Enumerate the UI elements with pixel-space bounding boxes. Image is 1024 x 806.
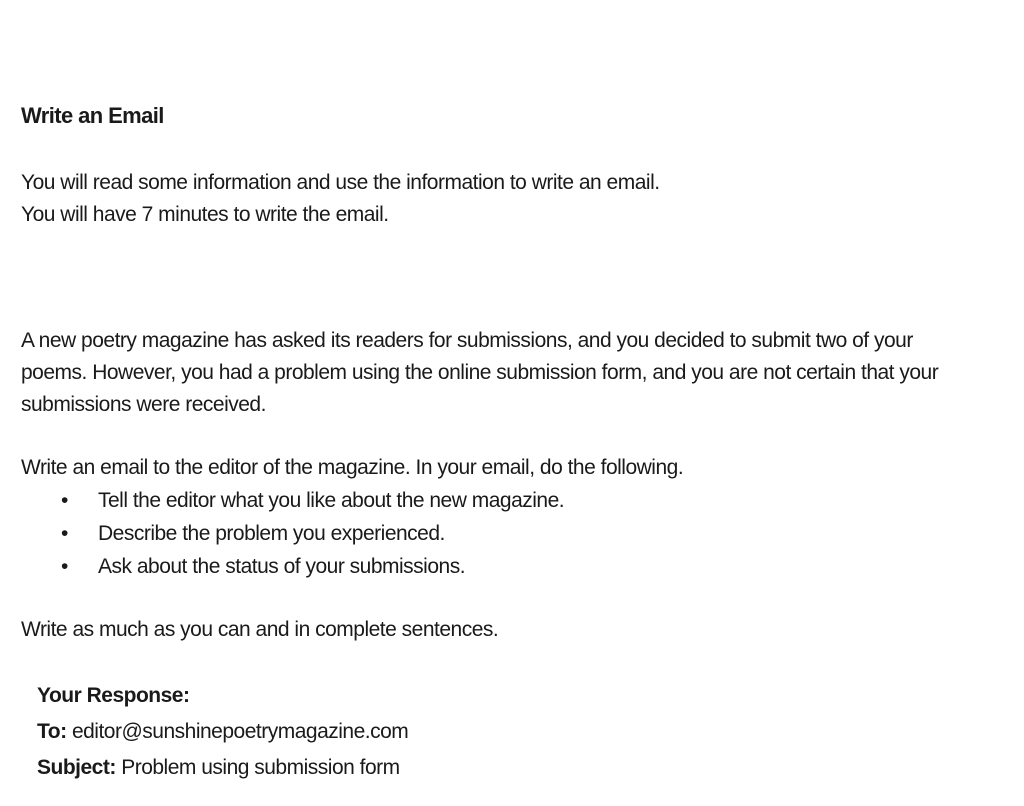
scenario-line: poems. However, you had a problem using the online submission form, and you are not certain that your — [21, 361, 939, 384]
to-value: editor@sunshinepoetrymagazine.com — [71, 720, 409, 743]
bullet-icon: • — [61, 522, 68, 545]
closing-text: Write as much as you can and in complete sentences. — [21, 618, 499, 641]
response-section — [37, 678, 997, 786]
page-title: Write an Email — [21, 103, 164, 128]
task-text: Tell the editor what you like about the new magazine. — [98, 489, 565, 512]
scenario-line: A new poetry magazine has asked its readers for submissions, and you decided to submit two of your — [21, 329, 913, 352]
response-heading-row — [37, 678, 997, 714]
task-list — [21, 484, 564, 583]
task-text: Describe the problem you experienced. — [98, 522, 445, 545]
list-item — [21, 550, 564, 583]
list-item — [21, 517, 564, 550]
instruction-text: Write an email to the editor of the magazine. In your email, do the following. — [21, 456, 684, 479]
subject-label: Subject: — [37, 756, 116, 779]
intro-section — [21, 167, 1001, 231]
response-heading: Your Response: — [37, 684, 190, 707]
to-label: To: — [37, 720, 67, 743]
to-row — [37, 714, 997, 750]
scenario-line: submissions were received. — [21, 393, 266, 416]
scenario-section — [21, 325, 1001, 421]
subject-value: Problem using submission form — [121, 756, 400, 779]
task-text: Ask about the status of your submissions. — [98, 555, 466, 578]
subject-row — [37, 750, 997, 786]
list-item — [21, 484, 564, 517]
bullet-icon: • — [61, 489, 68, 512]
bullet-icon: • — [61, 555, 68, 578]
intro-line: You will read some information and use the information to write an email. — [21, 171, 660, 194]
intro-line: You will have 7 minutes to write the email. — [21, 203, 389, 226]
